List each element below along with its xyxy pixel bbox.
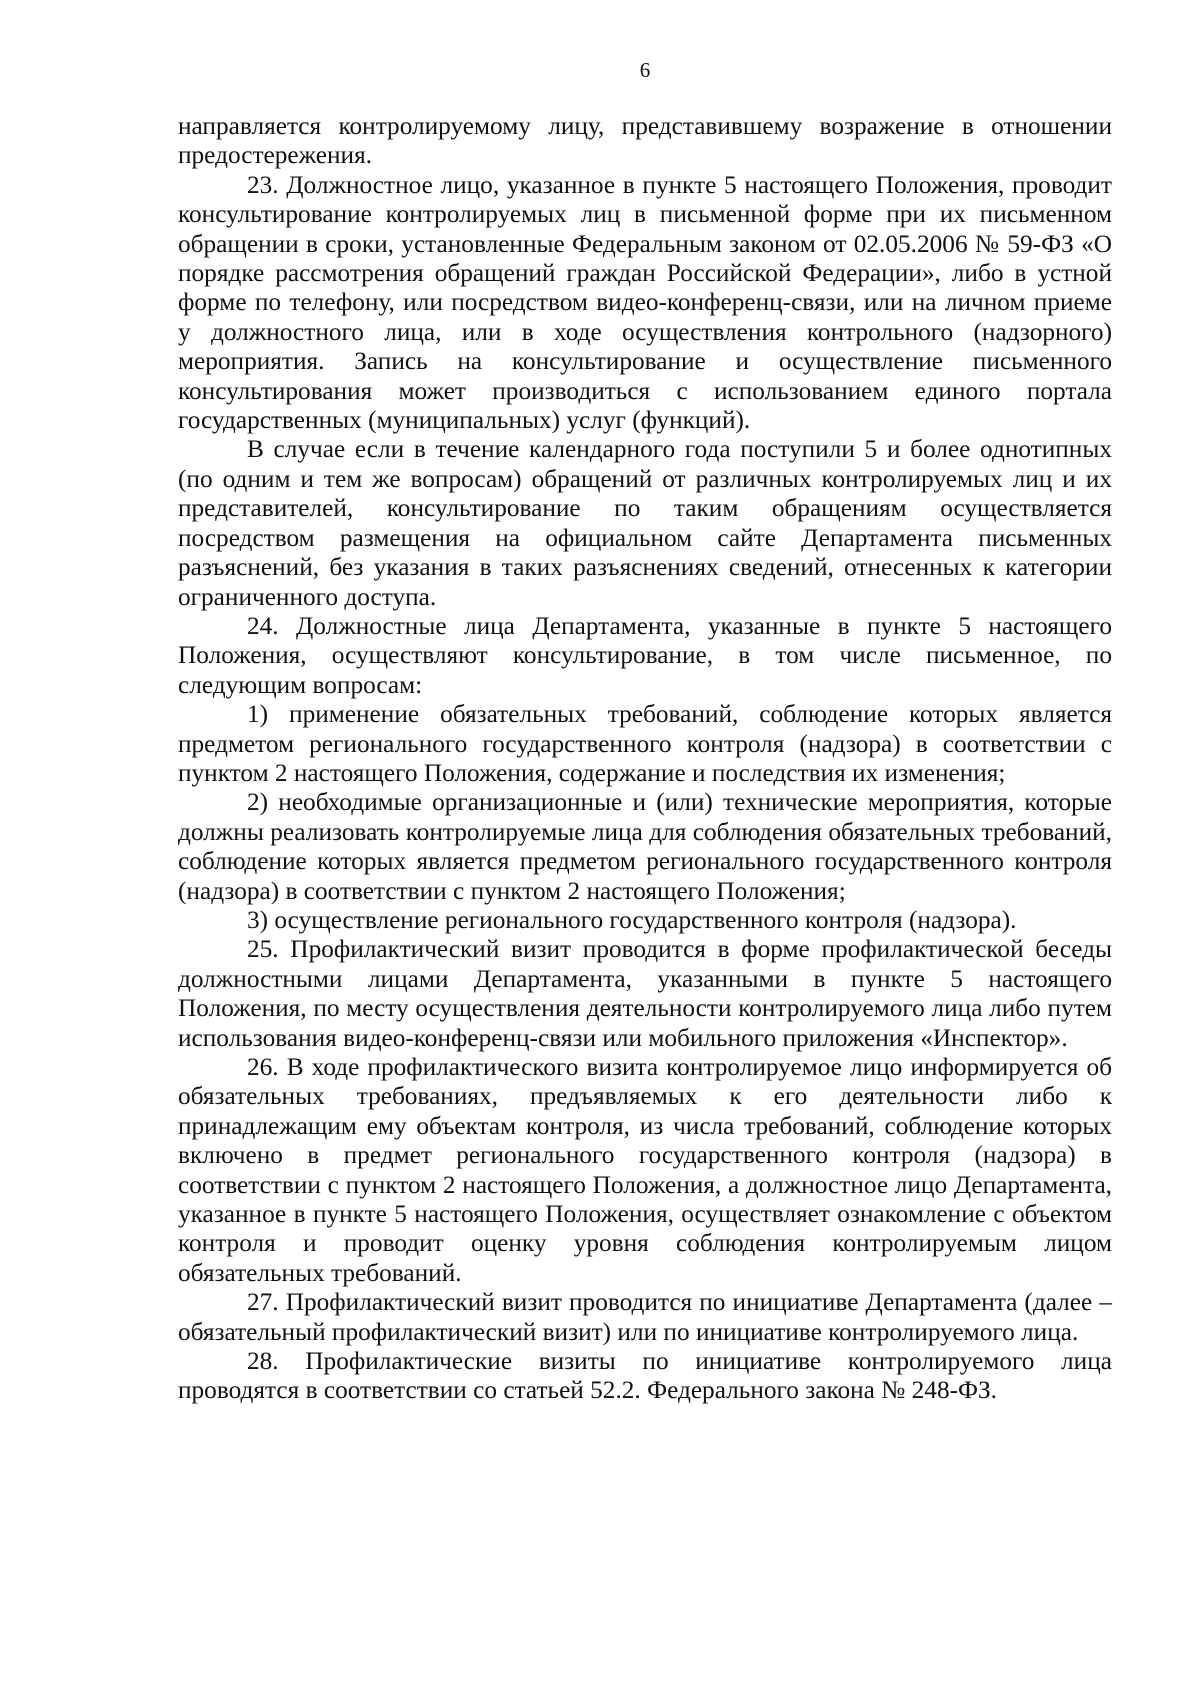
paragraph-item-24-1: 1) применение обязательных требований, соблюдение которых является предметом регионального государственного контроля (надзора) в соответствии с пунктом 2 настоящего Положения, содержание и последствия их изменения; xyxy=(178,700,1112,787)
paragraph-item-23-case: В случае если в течение календарного года поступили 5 и более однотипных (по одним и тем же вопросам) обращений от различных контролируемых лиц и их представителей, консультирование по таким обращениям осуществляется посредством размещения на официальном сайте Департамента письменных разъяснений, без указания в таких разъяснениях сведений, отнесенных к категории ограниченного доступа. xyxy=(178,435,1112,611)
paragraph-item-24: 24. Должностные лица Департамента, указанные в пункте 5 настоящего Положения, осуществляют консультирование, в том числе письменное, по следующим вопросам: xyxy=(178,611,1112,699)
paragraph-continuation: направляется контролируемому лицу, представившему возражение в отношении предостережения. xyxy=(178,112,1112,170)
paragraph-item-24-3: 3) осуществление регионального государственного контроля (надзора). xyxy=(247,905,1017,934)
paragraph-item-27: 27. Профилактический визит проводится по инициативе Департамента (далее – обязательный профилактический визит) или по инициативе контролируемого лица. xyxy=(178,1288,1112,1346)
paragraph-item-28: 28. Профилактические визиты по инициативе контролируемого лица проводятся в соответствии со статьей 52.2. Федерального закона № 248-ФЗ. xyxy=(178,1347,1112,1405)
page-number: 6 xyxy=(639,58,651,82)
paragraph-item-25: 25. Профилактический визит проводится в форме профилактической беседы должностными лицами Департамента, указанными в пункте 5 настоящего Положения, по месту осуществления деятельности контролируемого лица либо путем использования видео-конференц-связи или мобильного приложения «Инспектор». xyxy=(178,935,1112,1052)
document-body xyxy=(178,112,1112,1406)
paragraph-item-24-2: 2) необходимые организационные и (или) технические мероприятия, которые должны реализовать контролируемые лица для соблюдения обязательных требований, соблюдение которых является предметом регионального государственного контроля (надзора) в соответствии с пунктом 2 настоящего Положения; xyxy=(178,788,1112,905)
paragraph-item-26: 26. В ходе профилактического визита контролируемое лицо информируется об обязательных требованиях, предъявляемых к его деятельности либо к принадлежащим ему объектам контроля, из числа требований, соблюдение которых включено в предмет регионального государственного контроля (надзора) в соответствии с пунктом 2 настоящего Положения, а должностное лицо Департамента, указанное в пункте 5 настоящего Положения, осуществляет ознакомление с объектом контроля и проводит оценку уровня соблюдения контролируемым лицом обязательных требований. xyxy=(178,1053,1112,1287)
paragraph-item-23: 23. Должностное лицо, указанное в пункте 5 настоящего Положения, проводит консультирование контролируемых лиц в письменной форме при их письменном обращении в сроки, установленные Федеральным законом от 02.05.2006 № 59-ФЗ «О порядке рассмотрения обращений граждан Российской Федерации», либо в устной форме по телефону, или посредством видео-конференц-связи, или на личном приеме у должностного лица, или в ходе осуществления контрольного (надзорного) мероприятия. Запись на консультирование и осуществление письменного консультирования может производиться с использованием единого портала государственных (муниципальных) услуг (функций). xyxy=(178,170,1112,435)
